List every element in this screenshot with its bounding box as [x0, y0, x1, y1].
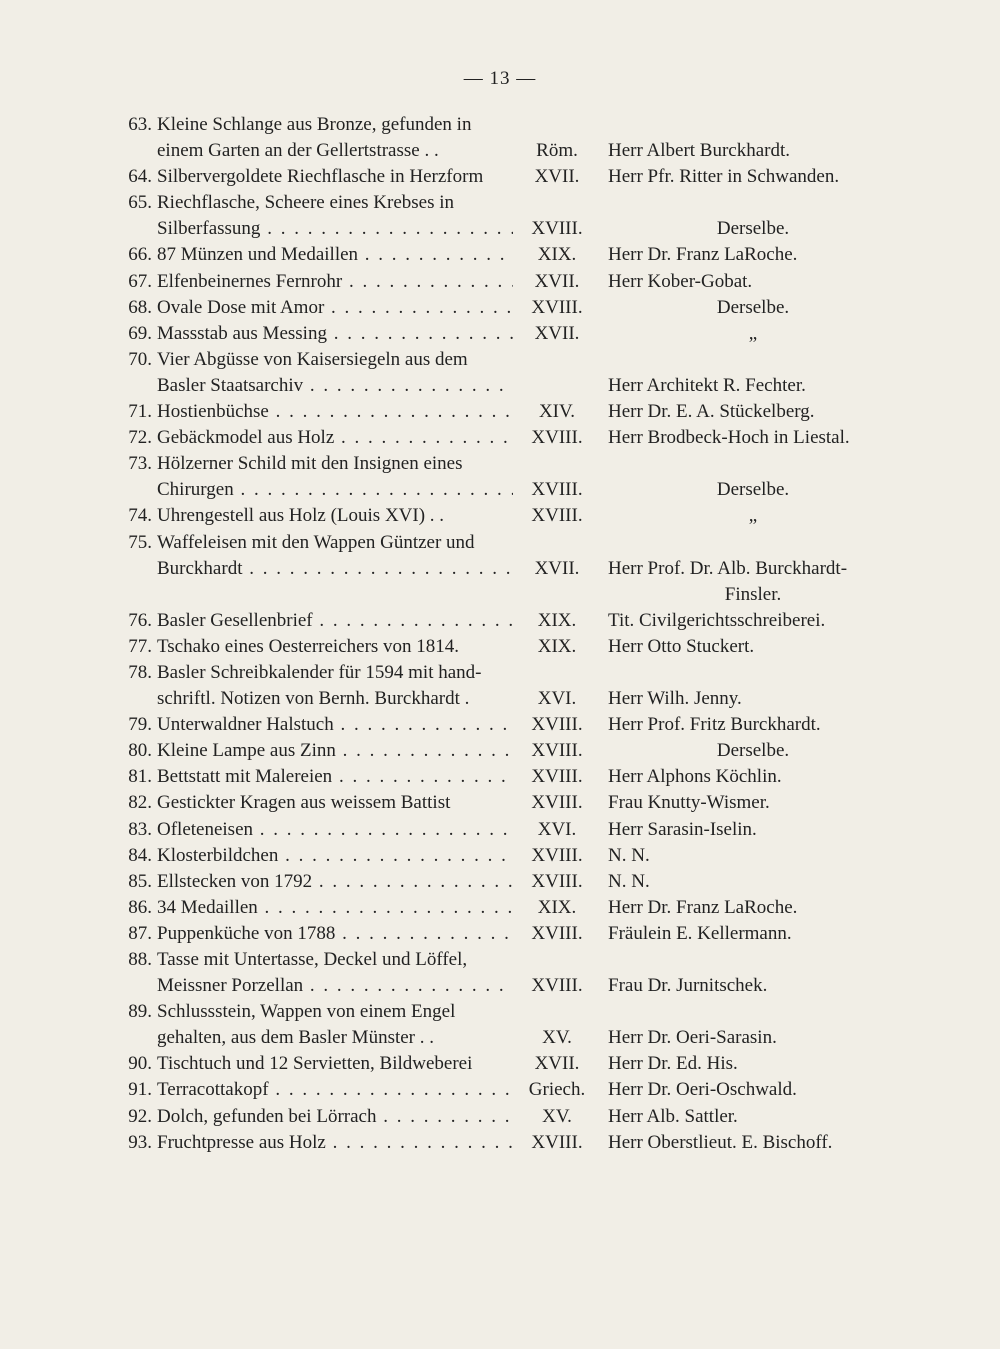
entry-line: [0, 1077, 1000, 1103]
catalog-entry: [0, 634, 1000, 660]
entry-title: Puppenküche von 1788 . . .: [157, 921, 513, 947]
entry-donor: Derselbe.: [716, 296, 790, 318]
entry-number: 63.: [128, 114, 152, 135]
entry-line: [0, 895, 1000, 921]
entry-title: Bettstatt mit Malereien . . .: [157, 764, 513, 790]
entry-line: [0, 869, 1000, 895]
entry-line: [0, 138, 1000, 164]
entry-donor: Frau Knutty-Wismer.: [608, 792, 770, 814]
entry-number: 64.: [128, 166, 152, 188]
entry-century: XVII.: [534, 322, 580, 344]
entry-title: Gestickter Kragen aus weissem Battist: [157, 792, 451, 814]
entry-line: [0, 764, 1000, 790]
entry-donor: Derselbe.: [716, 479, 790, 501]
catalog-entry: [0, 242, 1000, 268]
catalog-entry: [0, 503, 1000, 529]
entry-title: Hostienbüchse . . .: [157, 399, 513, 425]
entry-number: 73.: [128, 453, 152, 475]
entry-line: [0, 921, 1000, 947]
entry-number: 86.: [128, 896, 152, 918]
entry-donor: Herr Dr. Oeri-Sarasin.: [608, 1027, 777, 1049]
entry-line: [0, 999, 1000, 1025]
entry-title: 34 Medaillen . . .: [157, 895, 513, 921]
entry-century: XVIII.: [531, 1131, 583, 1153]
entry-title: Ofleteneisen . . .: [157, 817, 513, 843]
entry-title: Dolch, gefunden bei Lörrach . . .: [157, 1104, 513, 1130]
entry-donor: Derselbe.: [716, 740, 790, 762]
entry-line: [0, 190, 1000, 216]
entry-century: XVI.: [537, 688, 577, 710]
entry-number: 90.: [128, 1053, 152, 1075]
catalog-entry: [0, 790, 1000, 816]
entry-donor: Derselbe.: [716, 218, 790, 240]
catalog-entry: [0, 712, 1000, 738]
entry-century: XV.: [542, 1105, 572, 1127]
catalog-entry: [0, 947, 1000, 999]
entry-title: Hölzerner Schild mit den Insignen eines: [157, 453, 463, 475]
entry-title: Riechflasche, Scheere eines Krebses in: [157, 192, 455, 214]
entry-number: 80.: [128, 740, 152, 762]
entry-line: [0, 1104, 1000, 1130]
entry-number: 81.: [128, 766, 152, 788]
entry-line: [0, 503, 1000, 529]
entry-century: XVIII.: [531, 740, 583, 762]
entry-century: XVI.: [537, 818, 577, 840]
entry-line: [0, 295, 1000, 321]
catalog-entry: [0, 895, 1000, 921]
entry-century: Griech.: [528, 1079, 586, 1101]
entry-title: Terracottakopf . . .: [157, 1077, 513, 1103]
entry-title: Ovale Dose mit Amor . . .: [157, 295, 513, 321]
entry-century: XV.: [542, 1027, 572, 1049]
entry-donor: Herr Dr. Ed. His.: [608, 1053, 738, 1075]
entry-number: 79.: [128, 714, 152, 736]
entry-title: einem Garten an der Gellertstrasse . .: [157, 140, 439, 162]
entry-line: [0, 660, 1000, 686]
entry-title: Klosterbildchen . . .: [157, 843, 513, 869]
entry-number: 83.: [128, 818, 152, 840]
catalog-entry: [0, 1130, 1000, 1156]
entry-title: Burckhardt . . .: [157, 556, 513, 582]
entry-number: 88.: [128, 949, 152, 970]
entry-title: Meissner Porzellan . . .: [157, 973, 513, 999]
entry-century: XVIII.: [531, 479, 583, 501]
catalog-entry: [0, 660, 1000, 712]
entry-number: 72.: [128, 427, 152, 449]
entry-donor: Herr Alphons Köchlin.: [608, 766, 782, 788]
entry-donor: Herr Brodbeck-Hoch in Liestal.: [608, 427, 850, 449]
entry-title: Tischtuch und 12 Servietten, Bildweberei: [157, 1053, 473, 1075]
entry-title: 87 Münzen und Medaillen . . .: [157, 242, 513, 268]
entry-century: XVII.: [534, 1053, 580, 1075]
entry-donor: Herr Dr. E. A. Stückelberg.: [608, 401, 815, 423]
entry-donor: Herr Prof. Dr. Alb. Burckhardt-: [608, 557, 848, 579]
entry-number: 89.: [128, 1001, 152, 1023]
entry-title: Fruchtpresse aus Holz . . .: [157, 1130, 513, 1156]
entry-title: Kleine Lampe aus Zinn . . .: [157, 738, 513, 764]
entry-title: Ellstecken von 1792 . . .: [157, 869, 513, 895]
entry-line: [0, 738, 1000, 764]
entry-donor: Herr Wilh. Jenny.: [608, 688, 742, 710]
entry-title: Silberfassung . . .: [157, 216, 513, 242]
entry-number: 70.: [128, 348, 152, 370]
entry-number: 78.: [128, 661, 152, 683]
entry-century: XVIII.: [531, 714, 583, 736]
entry-line: [0, 608, 1000, 634]
catalog-entry: [0, 1051, 1000, 1077]
entry-title: Basler Gesellenbrief . . .: [157, 608, 513, 634]
entry-century: XIV.: [538, 401, 576, 423]
entry-number: 65.: [128, 192, 152, 214]
entry-century: XVII.: [534, 557, 580, 579]
entry-line: [0, 425, 1000, 451]
entry-title: Basler Schreibkalender für 1594 mit hand-: [157, 661, 482, 683]
entry-line: [0, 451, 1000, 477]
entry-line: [0, 973, 1000, 999]
catalog-entry: [0, 399, 1000, 425]
catalog-entry: [0, 164, 1000, 190]
entry-donor: N. N.: [608, 844, 650, 866]
catalog-entry: [0, 1077, 1000, 1103]
entry-line: [0, 634, 1000, 660]
entry-number: 76.: [128, 609, 152, 631]
entry-century: XIX.: [537, 244, 577, 266]
catalog-entry: [0, 112, 1000, 164]
catalog-entry: [0, 764, 1000, 790]
catalog-entry: [0, 999, 1000, 1051]
entry-century: XVIII.: [531, 870, 583, 892]
entry-title: Elfenbeinernes Fernrohr . . .: [157, 269, 513, 295]
catalog-entry: [0, 425, 1000, 451]
entry-number: 82.: [128, 792, 152, 814]
entry-line: [0, 112, 1000, 138]
entry-line: [0, 373, 1000, 399]
entry-number: 93.: [128, 1131, 152, 1153]
entry-century: XVII.: [534, 166, 580, 188]
entry-line: [0, 817, 1000, 843]
catalog-entry: [0, 869, 1000, 895]
catalog-entry: [0, 190, 1000, 242]
entry-line: [0, 216, 1000, 242]
entry-century: XVIII.: [531, 792, 583, 814]
entry-title: Massstab aus Messing . . .: [157, 321, 513, 347]
entry-century: XVIII.: [531, 766, 583, 788]
catalog-entry: [0, 817, 1000, 843]
entry-number: 67.: [128, 270, 152, 292]
entry-title: Tasse mit Untertasse, Deckel und Löffel,: [157, 949, 468, 970]
entry-line: [0, 712, 1000, 738]
entry-title: gehalten, aus dem Basler Münster . .: [157, 1027, 435, 1049]
entry-donor: Herr Pfr. Ritter in Schwanden.: [608, 166, 840, 188]
catalog-entry: [0, 295, 1000, 321]
entry-number: 85.: [128, 870, 152, 892]
catalog-entry: [0, 608, 1000, 634]
entry-number: 92.: [128, 1105, 152, 1127]
entry-number: 75.: [128, 531, 152, 553]
entry-title: Chirurgen . . .: [157, 477, 513, 503]
entry-title: schriftl. Notizen von Bernh. Burckhardt .: [157, 688, 470, 710]
entry-century: XVIII.: [531, 427, 583, 449]
entry-title: Schlussstein, Wappen von einem Engel: [157, 1001, 456, 1023]
catalog-list: [0, 112, 1000, 1156]
entry-number: 69.: [128, 322, 152, 344]
entry-number: 68.: [128, 296, 152, 318]
entry-line: [0, 269, 1000, 295]
entry-donor: Herr Alb. Sattler.: [608, 1105, 738, 1127]
entry-line: [0, 686, 1000, 712]
entry-century: XVIII.: [531, 296, 583, 318]
entry-donor: Herr Architekt R. Fechter.: [608, 374, 806, 396]
entry-donor: Herr Kober-Gobat.: [608, 270, 753, 292]
entry-line: [0, 477, 1000, 503]
catalog-entry: [0, 530, 1000, 608]
entry-century: XVIII.: [531, 218, 583, 240]
entry-century: XVIII.: [531, 505, 583, 527]
entry-line: [0, 530, 1000, 556]
entry-century: XVIII.: [531, 975, 583, 997]
entry-line: [0, 321, 1000, 347]
entry-title: Silbervergoldete Riechflasche in Herzform: [157, 166, 484, 188]
entry-title: Kleine Schlange aus Bronze, gefunden in: [157, 114, 472, 135]
entry-donor: Fräulein E. Kellermann.: [608, 922, 792, 944]
entry-donor: „: [748, 322, 758, 344]
entry-line: [0, 1130, 1000, 1156]
entry-title: Basler Staatsarchiv . . .: [157, 373, 513, 399]
entry-line: [0, 582, 1000, 608]
entry-donor: Frau Dr. Jurnitschek.: [608, 975, 768, 997]
entry-donor: Herr Albert Burckhardt.: [608, 140, 791, 162]
catalog-entry: [0, 347, 1000, 399]
catalog-entry: [0, 1104, 1000, 1130]
entry-donor: Herr Dr. Oeri-Oschwald.: [608, 1079, 797, 1101]
entry-century: XVIII.: [531, 844, 583, 866]
entry-donor: Herr Prof. Fritz Burckhardt.: [608, 714, 821, 736]
entry-title: Uhrengestell aus Holz (Louis XVI) . .: [157, 505, 445, 527]
entry-donor: Herr Otto Stuckert.: [608, 635, 755, 657]
entry-donor: Herr Oberstlieut. E. Bischoff.: [608, 1131, 833, 1153]
entry-number: 74.: [128, 505, 152, 527]
entry-line: [0, 843, 1000, 869]
entry-donor: Tit. Civilgerichtsschreiberei.: [608, 609, 826, 631]
catalog-entry: [0, 451, 1000, 503]
entry-donor: Herr Sarasin-Iselin.: [608, 818, 757, 840]
entry-century: XIX.: [537, 635, 577, 657]
entry-line: [0, 347, 1000, 373]
entry-number: 84.: [128, 844, 152, 866]
entry-century: Röm.: [536, 140, 578, 162]
entry-century: XIX.: [537, 609, 577, 631]
entry-number: 77.: [128, 635, 152, 657]
entry-line: [0, 556, 1000, 582]
catalog-entry: [0, 921, 1000, 947]
entry-number: 87.: [128, 922, 152, 944]
entry-century: XVII.: [534, 270, 580, 292]
entry-line: [0, 1025, 1000, 1051]
entry-number: 71.: [128, 401, 152, 423]
entry-line: [0, 790, 1000, 816]
catalog-entry: [0, 269, 1000, 295]
entry-title: Vier Abgüsse von Kaisersiegeln aus dem: [157, 348, 468, 370]
entry-line: [0, 399, 1000, 425]
entry-title: Gebäckmodel aus Holz . . .: [157, 425, 513, 451]
entry-donor: Herr Dr. Franz LaRoche.: [608, 896, 798, 918]
entry-title: Waffeleisen mit den Wappen Güntzer und: [157, 531, 475, 553]
catalog-entry: [0, 843, 1000, 869]
entry-line: [0, 242, 1000, 268]
entry-line: [0, 947, 1000, 973]
entry-donor: „: [748, 505, 758, 527]
entry-line: [0, 164, 1000, 190]
entry-donor: N. N.: [608, 870, 650, 892]
entry-century: XVIII.: [531, 922, 583, 944]
page-number: — 13 —: [463, 68, 537, 89]
entry-line: [0, 1051, 1000, 1077]
catalog-entry: [0, 321, 1000, 347]
entry-donor: Herr Dr. Franz LaRoche.: [608, 244, 798, 266]
entry-century: XIX.: [537, 896, 577, 918]
entry-title: Unterwaldner Halstuch . . .: [157, 712, 513, 738]
entry-number: 91.: [128, 1079, 152, 1101]
entry-title: Tschako eines Oesterreichers von 1814.: [157, 635, 460, 657]
entry-donor-continued: Finsler.: [724, 583, 782, 605]
entry-number: 66.: [128, 244, 152, 266]
catalog-entry: [0, 738, 1000, 764]
